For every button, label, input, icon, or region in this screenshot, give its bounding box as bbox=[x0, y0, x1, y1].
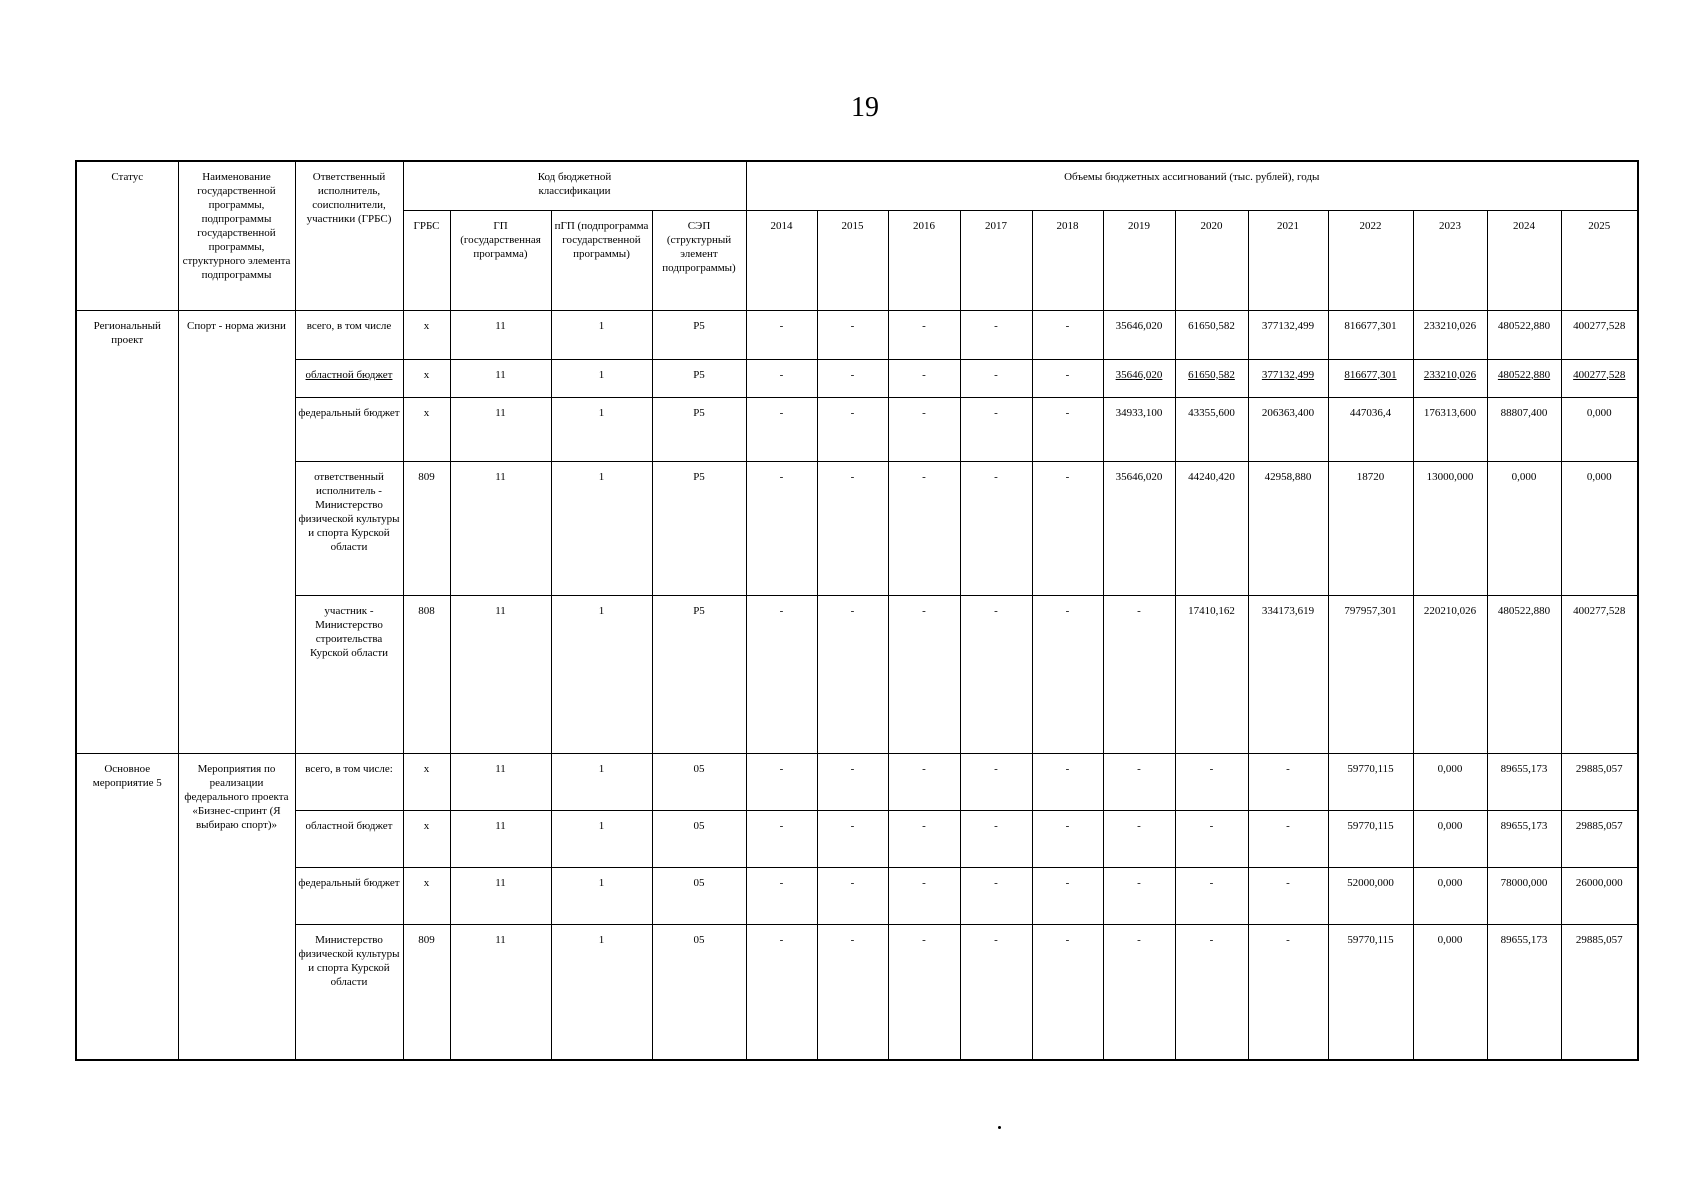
value-cell: - bbox=[1032, 754, 1103, 811]
value-cell: - bbox=[746, 595, 817, 753]
value-cell: 400277,528 bbox=[1561, 310, 1638, 359]
table-row bbox=[76, 868, 1638, 925]
value-cell: - bbox=[1032, 359, 1103, 397]
value-cell: - bbox=[960, 754, 1032, 811]
value-cell: - bbox=[1248, 925, 1328, 1060]
value-cell: - bbox=[960, 925, 1032, 1060]
grbs-cell: х bbox=[403, 359, 450, 397]
value-cell: 480522,880 bbox=[1487, 595, 1561, 753]
value-cell: 29885,057 bbox=[1561, 754, 1638, 811]
pgp-cell: 1 bbox=[551, 310, 652, 359]
value-cell: - bbox=[817, 754, 888, 811]
value-cell: - bbox=[746, 461, 817, 595]
grbs-cell: х bbox=[403, 754, 450, 811]
responsible-cell: всего, в том числе bbox=[295, 310, 403, 359]
value-cell: 797957,301 bbox=[1328, 595, 1413, 753]
value-cell: 34933,100 bbox=[1103, 397, 1175, 461]
value-cell: 0,000 bbox=[1413, 754, 1487, 811]
value-cell: - bbox=[1103, 868, 1175, 925]
header-gp: ГП (государственная программа) bbox=[450, 210, 551, 310]
value-cell: - bbox=[888, 461, 960, 595]
value-cell: 0,000 bbox=[1561, 397, 1638, 461]
value-cell: - bbox=[1032, 595, 1103, 753]
sep-cell: Р5 bbox=[652, 310, 746, 359]
header-year: 2025 bbox=[1561, 210, 1638, 310]
value-cell: 377132,499 bbox=[1248, 310, 1328, 359]
gp-cell: 11 bbox=[450, 925, 551, 1060]
sep-cell: 05 bbox=[652, 811, 746, 868]
pgp-cell: 1 bbox=[551, 461, 652, 595]
value-cell: - bbox=[888, 754, 960, 811]
pgp-cell: 1 bbox=[551, 811, 652, 868]
value-cell: 13000,000 bbox=[1413, 461, 1487, 595]
stray-mark bbox=[998, 1126, 1001, 1129]
value-cell: 220210,026 bbox=[1413, 595, 1487, 753]
group-status: Основное мероприятие 5 bbox=[76, 754, 178, 1060]
value-cell: - bbox=[817, 359, 888, 397]
header-budget-code-text: Код бюджетной классификации bbox=[537, 171, 612, 197]
value-cell: - bbox=[746, 359, 817, 397]
gp-cell: 11 bbox=[450, 868, 551, 925]
value-cell: - bbox=[888, 310, 960, 359]
value-cell: 35646,020 bbox=[1103, 310, 1175, 359]
value-cell: 35646,020 bbox=[1103, 461, 1175, 595]
value-cell: - bbox=[1248, 754, 1328, 811]
header-responsible: Ответственный исполнитель, соисполнители, участники (ГРБС) bbox=[295, 161, 403, 310]
pgp-cell: 1 bbox=[551, 868, 652, 925]
responsible-cell: ответственный исполнитель - Министерство физической культуры и спорта Курской области bbox=[295, 461, 403, 595]
value-cell: - bbox=[817, 461, 888, 595]
sep-cell: 05 bbox=[652, 868, 746, 925]
value-cell: 176313,600 bbox=[1413, 397, 1487, 461]
value-cell: - bbox=[817, 595, 888, 753]
header-year: 2021 bbox=[1248, 210, 1328, 310]
value-cell: 35646,020 bbox=[1103, 359, 1175, 397]
budget-table bbox=[75, 160, 1639, 1061]
value-cell: 233210,026 bbox=[1413, 310, 1487, 359]
grbs-cell: 809 bbox=[403, 925, 450, 1060]
value-cell: - bbox=[1248, 811, 1328, 868]
value-cell: - bbox=[1175, 868, 1248, 925]
value-cell: - bbox=[817, 925, 888, 1060]
table-row bbox=[76, 595, 1638, 753]
value-cell: 0,000 bbox=[1561, 461, 1638, 595]
value-cell: - bbox=[888, 868, 960, 925]
pgp-cell: 1 bbox=[551, 754, 652, 811]
header-grbs: ГРБС bbox=[403, 210, 450, 310]
value-cell: - bbox=[960, 397, 1032, 461]
value-cell: - bbox=[960, 461, 1032, 595]
group-name: Спорт - норма жизни bbox=[178, 310, 295, 754]
value-cell: 17410,162 bbox=[1175, 595, 1248, 753]
sep-cell: Р5 bbox=[652, 397, 746, 461]
value-cell: - bbox=[817, 868, 888, 925]
sep-cell: Р5 bbox=[652, 595, 746, 753]
value-cell: - bbox=[746, 754, 817, 811]
value-cell: - bbox=[960, 811, 1032, 868]
page-number: 19 bbox=[851, 92, 879, 123]
gp-cell: 11 bbox=[450, 811, 551, 868]
value-cell: 61650,582 bbox=[1175, 359, 1248, 397]
value-cell: - bbox=[1032, 925, 1103, 1060]
value-cell: - bbox=[1103, 925, 1175, 1060]
sep-cell: 05 bbox=[652, 925, 746, 1060]
header-year: 2024 bbox=[1487, 210, 1561, 310]
value-cell: 816677,301 bbox=[1328, 310, 1413, 359]
value-cell: 29885,057 bbox=[1561, 811, 1638, 868]
table-row bbox=[76, 811, 1638, 868]
responsible-cell: областной бюджет bbox=[295, 359, 403, 397]
header-year: 2016 bbox=[888, 210, 960, 310]
value-cell: - bbox=[746, 310, 817, 359]
value-cell: - bbox=[1032, 397, 1103, 461]
value-cell: 42958,880 bbox=[1248, 461, 1328, 595]
gp-cell: 11 bbox=[450, 310, 551, 359]
value-cell: 18720 bbox=[1328, 461, 1413, 595]
responsible-cell: участник - Министерство строительства Курской области bbox=[295, 595, 403, 753]
value-cell: 480522,880 bbox=[1487, 359, 1561, 397]
value-cell: - bbox=[1175, 811, 1248, 868]
header-sep: СЭП (структурный элемент подпрограммы) bbox=[652, 210, 746, 310]
header-pgp: пГП (подпрограмма государственной программы) bbox=[551, 210, 652, 310]
value-cell: 233210,026 bbox=[1413, 359, 1487, 397]
value-cell: 59770,115 bbox=[1328, 754, 1413, 811]
value-cell: - bbox=[960, 868, 1032, 925]
sep-cell: Р5 bbox=[652, 359, 746, 397]
value-cell: 61650,582 bbox=[1175, 310, 1248, 359]
table-row bbox=[76, 359, 1638, 397]
grbs-cell: х bbox=[403, 310, 450, 359]
table-row bbox=[76, 397, 1638, 461]
gp-cell: 11 bbox=[450, 595, 551, 753]
responsible-cell: областной бюджет bbox=[295, 811, 403, 868]
table-row bbox=[76, 925, 1638, 1060]
grbs-cell: 809 bbox=[403, 461, 450, 595]
value-cell: - bbox=[1032, 310, 1103, 359]
header-year: 2023 bbox=[1413, 210, 1487, 310]
value-cell: - bbox=[1175, 925, 1248, 1060]
value-cell: - bbox=[888, 595, 960, 753]
value-cell: 0,000 bbox=[1413, 811, 1487, 868]
responsible-cell: федеральный бюджет bbox=[295, 868, 403, 925]
table-row bbox=[76, 310, 1638, 359]
value-cell: 44240,420 bbox=[1175, 461, 1248, 595]
grbs-cell: 808 bbox=[403, 595, 450, 753]
group-status: Региональный проект bbox=[76, 310, 178, 754]
value-cell: 334173,619 bbox=[1248, 595, 1328, 753]
header-year: 2022 bbox=[1328, 210, 1413, 310]
value-cell: 447036,4 bbox=[1328, 397, 1413, 461]
value-cell: 59770,115 bbox=[1328, 811, 1413, 868]
value-cell: 400277,528 bbox=[1561, 359, 1638, 397]
value-cell: - bbox=[960, 595, 1032, 753]
header-year: 2014 bbox=[746, 210, 817, 310]
pgp-cell: 1 bbox=[551, 397, 652, 461]
group-name: Мероприятия по реализации федерального проекта «Бизнес-спринт (Я выбираю спорт)» bbox=[178, 754, 295, 1060]
table-row bbox=[76, 754, 1638, 811]
value-cell: 26000,000 bbox=[1561, 868, 1638, 925]
header-year: 2019 bbox=[1103, 210, 1175, 310]
value-cell: 89655,173 bbox=[1487, 811, 1561, 868]
gp-cell: 11 bbox=[450, 754, 551, 811]
responsible-cell: Министерство физической культуры и спорта Курской области bbox=[295, 925, 403, 1060]
gp-cell: 11 bbox=[450, 461, 551, 595]
gp-cell: 11 bbox=[450, 359, 551, 397]
value-cell: 0,000 bbox=[1487, 461, 1561, 595]
gp-cell: 11 bbox=[450, 397, 551, 461]
value-cell: - bbox=[746, 868, 817, 925]
value-cell: 59770,115 bbox=[1328, 925, 1413, 1060]
value-cell: 89655,173 bbox=[1487, 925, 1561, 1060]
value-cell: 816677,301 bbox=[1328, 359, 1413, 397]
responsible-cell: всего, в том числе: bbox=[295, 754, 403, 811]
responsible-cell: федеральный бюджет bbox=[295, 397, 403, 461]
value-cell: - bbox=[746, 397, 817, 461]
table-row bbox=[76, 461, 1638, 595]
value-cell: 480522,880 bbox=[1487, 310, 1561, 359]
value-cell: - bbox=[1103, 595, 1175, 753]
value-cell: - bbox=[960, 359, 1032, 397]
pgp-cell: 1 bbox=[551, 595, 652, 753]
pgp-cell: 1 bbox=[551, 925, 652, 1060]
header-budget-code bbox=[403, 161, 746, 210]
value-cell: - bbox=[888, 925, 960, 1060]
value-cell: 52000,000 bbox=[1328, 868, 1413, 925]
header-year: 2015 bbox=[817, 210, 888, 310]
pgp-cell: 1 bbox=[551, 359, 652, 397]
value-cell: - bbox=[1175, 754, 1248, 811]
header-year: 2018 bbox=[1032, 210, 1103, 310]
value-cell: - bbox=[1032, 461, 1103, 595]
value-cell: - bbox=[888, 397, 960, 461]
grbs-cell: х bbox=[403, 397, 450, 461]
value-cell: - bbox=[1103, 811, 1175, 868]
table-body bbox=[76, 310, 1638, 1060]
header-year: 2020 bbox=[1175, 210, 1248, 310]
value-cell: 0,000 bbox=[1413, 925, 1487, 1060]
value-cell: 377132,499 bbox=[1248, 359, 1328, 397]
grbs-cell: х bbox=[403, 811, 450, 868]
value-cell: - bbox=[1032, 811, 1103, 868]
value-cell: - bbox=[746, 811, 817, 868]
header-name: Наименование государственной программы, подпрограммы государственной программы, структурного элемента подпрограммы bbox=[178, 161, 295, 310]
value-cell: 88807,400 bbox=[1487, 397, 1561, 461]
value-cell: - bbox=[1103, 754, 1175, 811]
value-cell: - bbox=[960, 310, 1032, 359]
header-status: Статус bbox=[76, 161, 178, 310]
value-cell: - bbox=[888, 811, 960, 868]
sep-cell: 05 bbox=[652, 754, 746, 811]
value-cell: - bbox=[888, 359, 960, 397]
value-cell: 89655,173 bbox=[1487, 754, 1561, 811]
value-cell: 29885,057 bbox=[1561, 925, 1638, 1060]
value-cell: - bbox=[1248, 868, 1328, 925]
value-cell: 400277,528 bbox=[1561, 595, 1638, 753]
value-cell: 78000,000 bbox=[1487, 868, 1561, 925]
value-cell: - bbox=[817, 310, 888, 359]
value-cell: - bbox=[1032, 868, 1103, 925]
value-cell: - bbox=[817, 811, 888, 868]
sep-cell: Р5 bbox=[652, 461, 746, 595]
value-cell: 43355,600 bbox=[1175, 397, 1248, 461]
header-year: 2017 bbox=[960, 210, 1032, 310]
grbs-cell: х bbox=[403, 868, 450, 925]
value-cell: 0,000 bbox=[1413, 868, 1487, 925]
value-cell: 206363,400 bbox=[1248, 397, 1328, 461]
value-cell: - bbox=[817, 397, 888, 461]
header-volumes: Объемы бюджетных ассигнований (тыс. рублей), годы bbox=[746, 161, 1638, 210]
value-cell: - bbox=[746, 925, 817, 1060]
header-row-top bbox=[76, 161, 1638, 210]
